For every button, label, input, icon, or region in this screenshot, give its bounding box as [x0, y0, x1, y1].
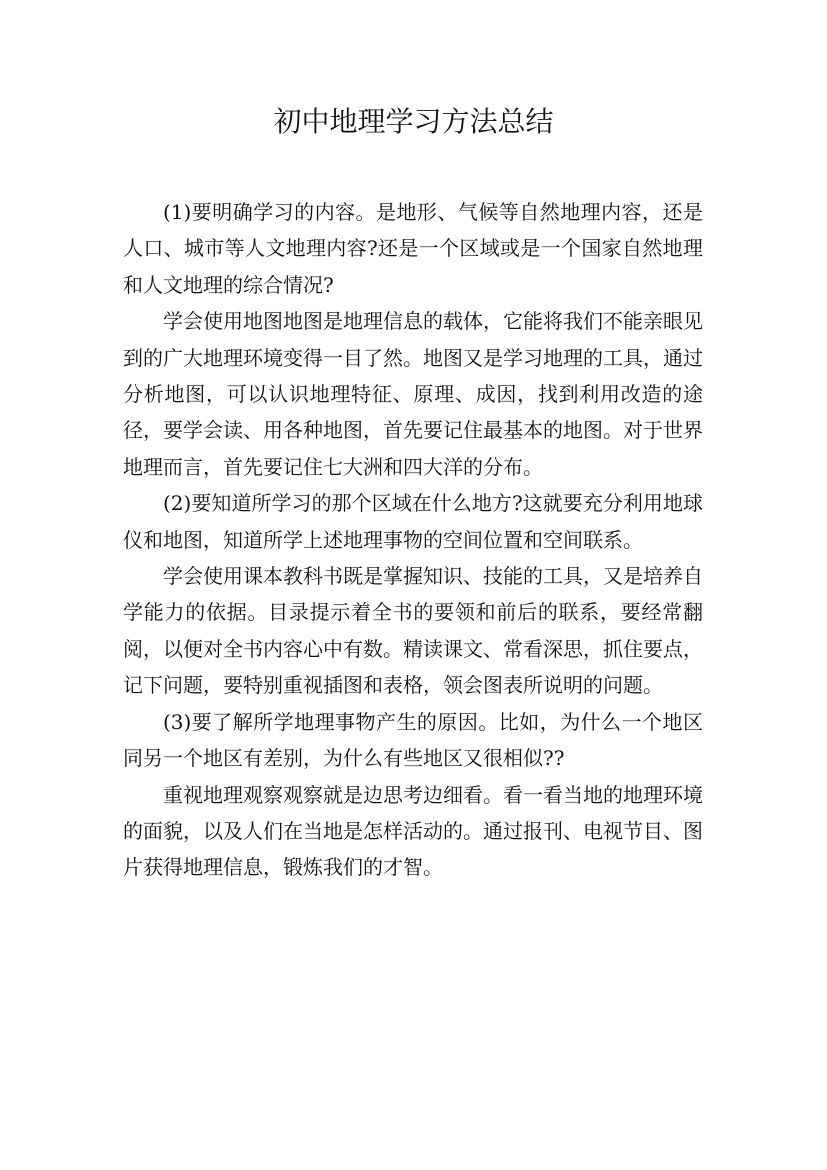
- paragraph: 学会使用课本教科书既是掌握知识、技能的工具，又是培养自学能力的依据。目录提示着全书的要领和前后的联系，要经常翻阅，以便对全书内容心中有数。精读课文、常看深思，抓住要点，记下问题，要特别重视插图和表格，领会图表所说明的问题。: [123, 564, 703, 698]
- document-body: [123, 194, 703, 886]
- paragraph: (3)要了解所学地理事物产生的原因。比如，为什么一个地区同另一个地区有差别，为什么有些地区又很相似??: [123, 709, 703, 771]
- paragraph: 学会使用地图地图是地理信息的载体，它能将我们不能亲眼见到的广大地理环境变得一目了然。地图又是学习地理的工具，通过分析地图，可以认识地理特征、原理、成因，找到利用改造的途径，要学会读、用各种地图，首先要记住最基本的地图。对于世界地理而言，首先要记住七大洲和四大洋的分布。: [123, 309, 703, 479]
- paragraph: (2)要知道所学习的那个区域在什么地方?这就要充分利用地球仪和地图，知道所学上述地理事物的空间位置和空间联系。: [123, 491, 703, 552]
- paragraph: 重视地理观察观察就是边思考边细看。看一看当地的地理环境的面貌，以及人们在当地是怎样活动的。通过报刊、电视节目、图片获得地理信息，锻炼我们的才智。: [123, 782, 703, 880]
- paragraph: (1)要明确学习的内容。是地形、气候等自然地理内容，还是人口、城市等人文地理内容?还是一个区域或是一个国家自然地理和人文地理的综合情况?: [123, 200, 703, 297]
- document-title: 初中地理学习方法总结: [273, 105, 554, 138]
